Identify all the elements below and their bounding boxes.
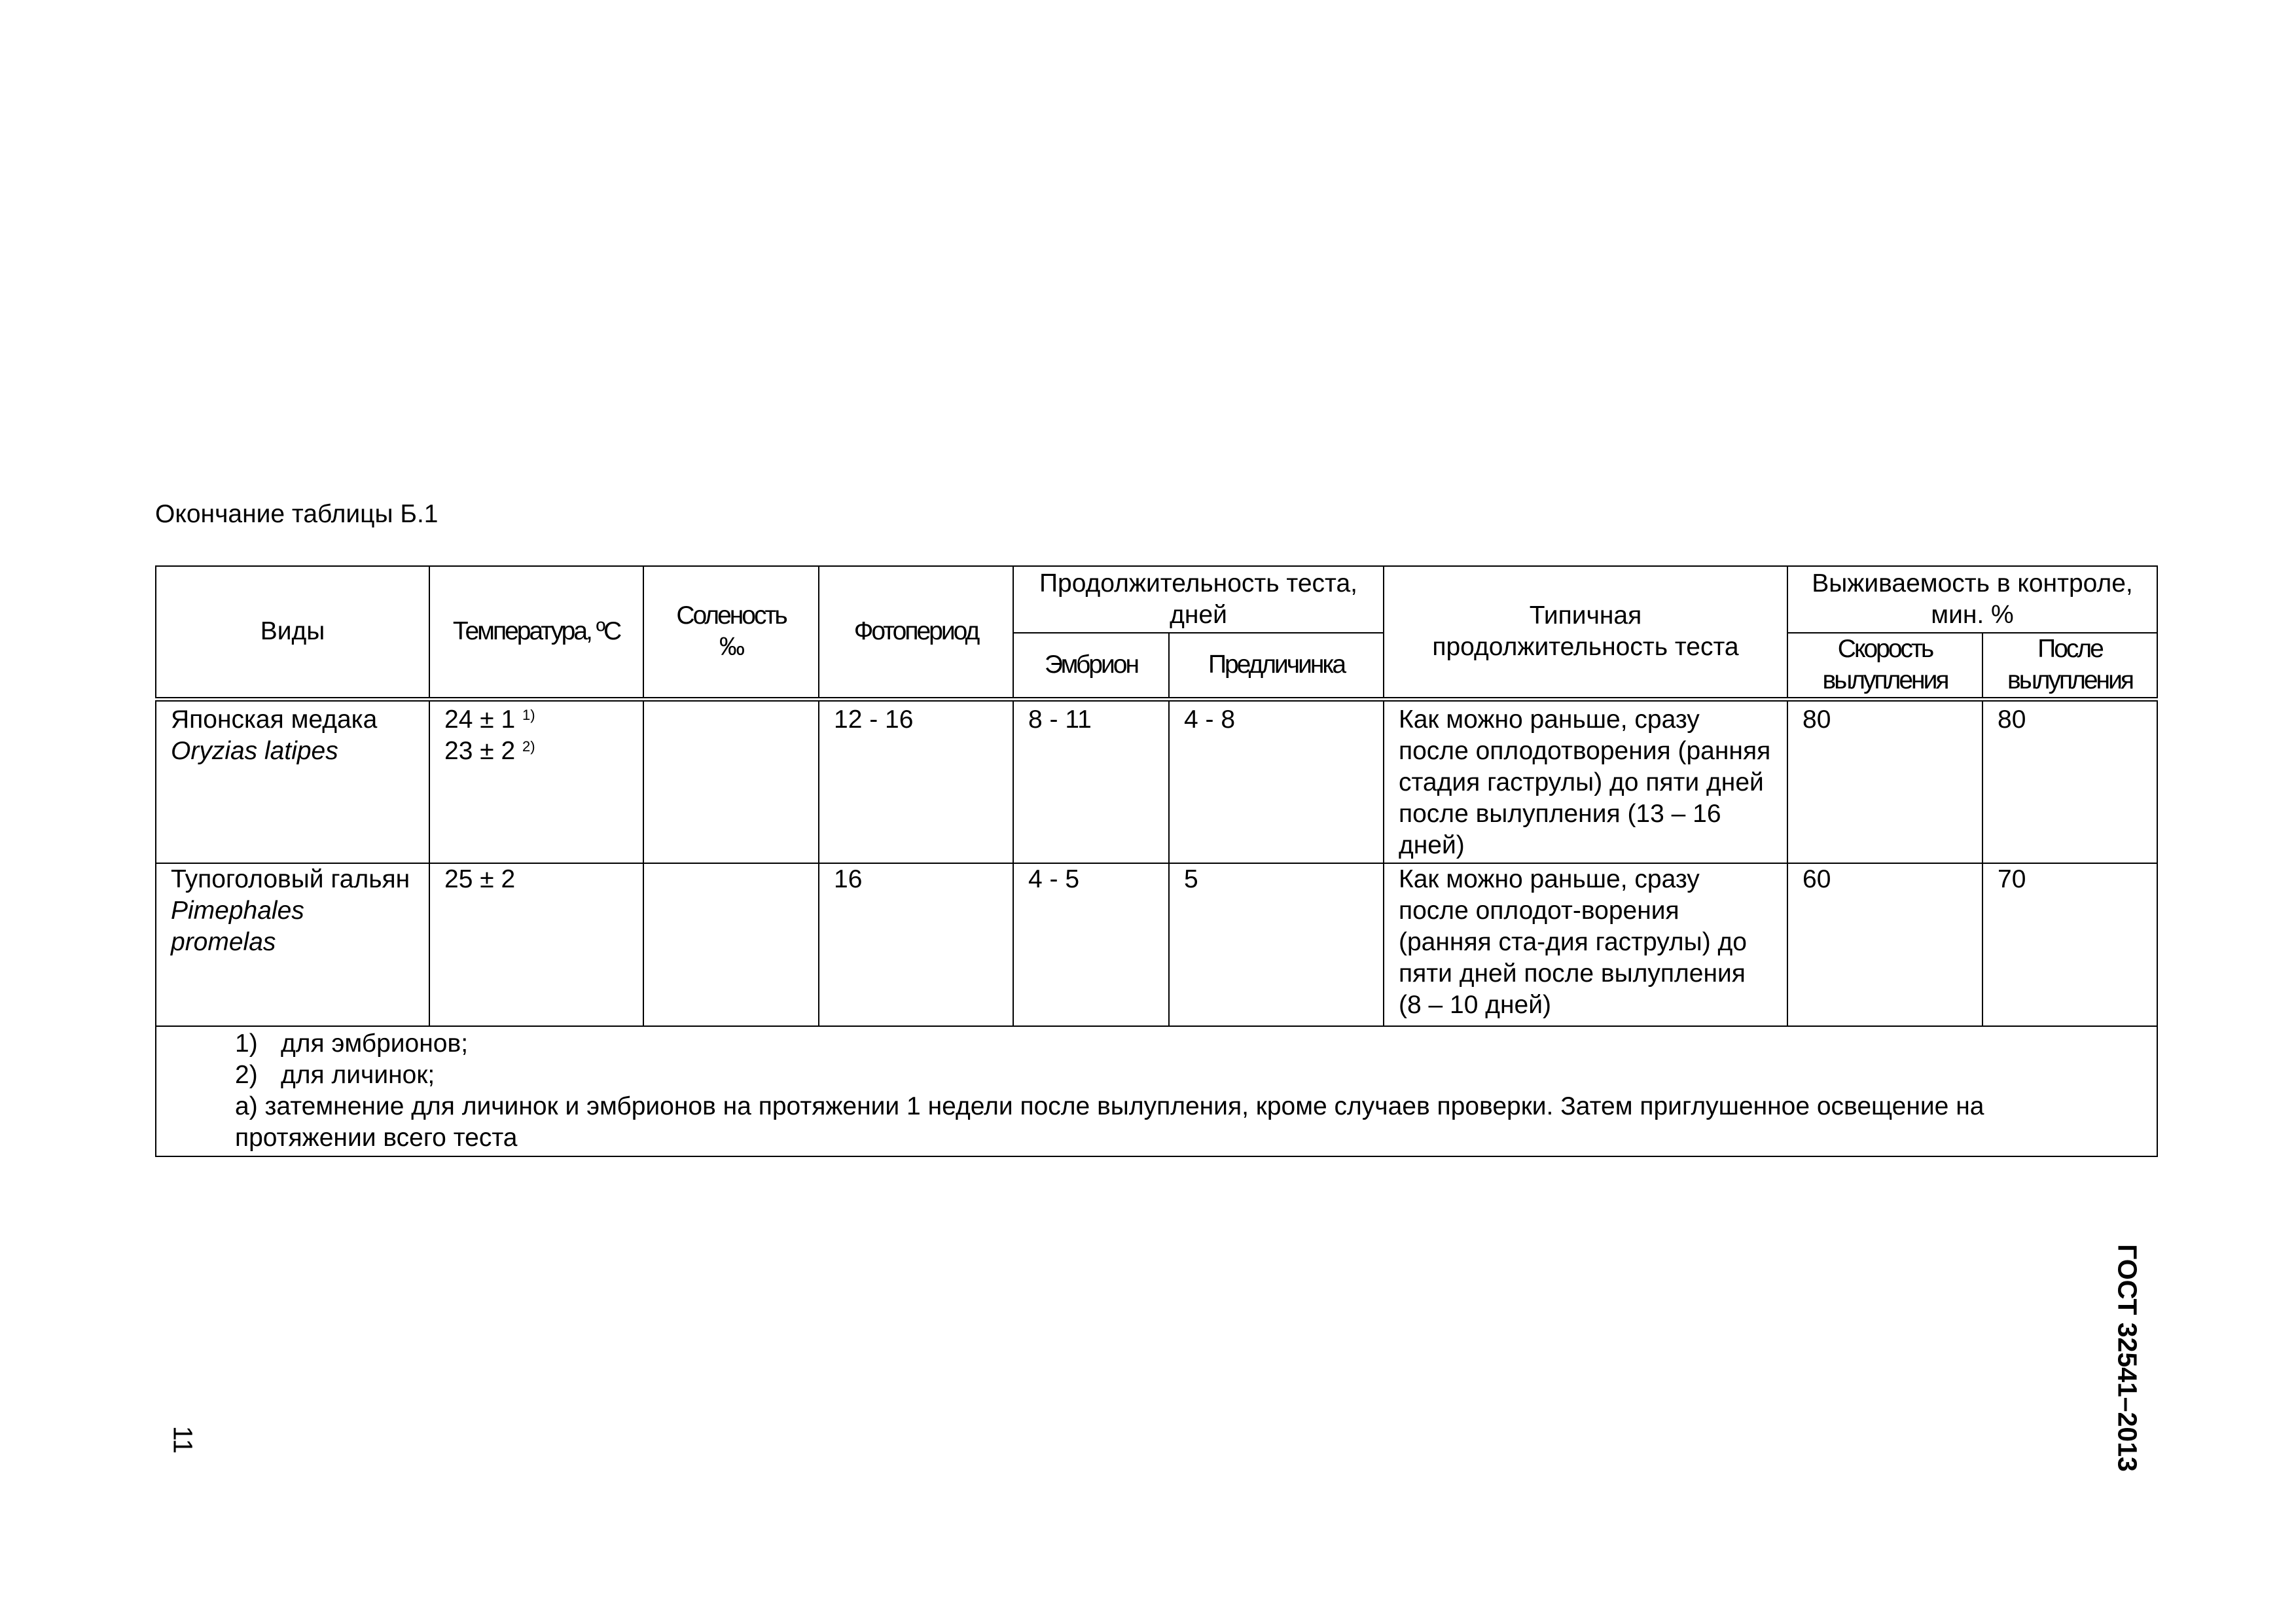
cell-embryo: 8 - 11: [1013, 699, 1169, 863]
standard-number: ГОСТ 32541–2013: [2112, 1244, 2143, 1472]
standard-label: [2108, 1221, 2147, 1495]
footnote-number: 2): [235, 1060, 258, 1089]
species-latin-name: Pimephales promelas: [171, 896, 304, 956]
footnote-number: 1): [235, 1029, 258, 1058]
cell-prelarva: 5: [1169, 863, 1384, 1026]
cell-typical-duration: Как можно раньше, сразу после оплодот-ворения (ранняя ста-дия гаструлы) до пяти дней после вылупления (8 – 10 дней): [1384, 863, 1787, 1026]
footnotes-row: [156, 1026, 2157, 1156]
header-typical-duration: Типичная продолжительность теста: [1384, 566, 1787, 699]
cell-photoperiod: 12 - 16: [819, 699, 1013, 863]
temperature-value: 24 ± 1: [444, 705, 516, 734]
footnote-a: а) затемнение для личинок и эмбрионов на протяжении 1 недели после вылупления, кроме случаев проверки. Затем приглушенное освещение на протяжении всего теста: [235, 1092, 1984, 1152]
footnote-ref: 1): [522, 706, 535, 723]
species-latin-name: Oryzias latipes: [171, 736, 338, 765]
header-salinity-label: Соленость: [676, 601, 786, 630]
cell-salinity: [643, 699, 819, 863]
footnote-1: [235, 1028, 2130, 1060]
header-salinity: [643, 566, 819, 699]
footnote-ref: 2): [522, 738, 535, 755]
cell-photoperiod: 16: [819, 863, 1013, 1026]
header-species: Виды: [156, 566, 429, 699]
header-hatching-rate: Скорость вылупления: [1787, 633, 1982, 700]
footnote-text: для личинок;: [281, 1060, 435, 1089]
cell-prelarva: 4 - 8: [1169, 699, 1384, 863]
species-table: [155, 565, 2158, 1157]
cell-after-hatching: 70: [1982, 863, 2157, 1026]
page-number-text: 11: [168, 1425, 198, 1454]
footnote-text: для эмбрионов;: [281, 1029, 469, 1058]
cell-after-hatching: 80: [1982, 699, 2157, 863]
species-common-name: Японская медака: [171, 705, 378, 734]
header-after-hatching: После вылупления: [1982, 633, 2157, 700]
header-prelarva: Предличинка: [1169, 633, 1384, 700]
cell-species: [156, 699, 429, 863]
cell-hatching-rate: 60: [1787, 863, 1982, 1026]
footnotes-cell: [156, 1026, 2157, 1156]
header-temperature: Температура, ºС: [429, 566, 643, 699]
cell-temperature: [429, 699, 643, 863]
page-number: [166, 1420, 199, 1459]
header-duration-group: Продолжительность теста, дней: [1013, 566, 1384, 633]
cell-temperature: 25 ± 2: [429, 863, 643, 1026]
cell-typical-duration: Как можно раньше, сразу после оплодотворения (ранняя стадия гаструлы) до пяти дней после вылупления (13 – 16 дней): [1384, 699, 1787, 863]
table-row: [156, 699, 2157, 863]
cell-embryo: 4 - 5: [1013, 863, 1169, 1026]
table-row: [156, 863, 2157, 1026]
cell-hatching-rate: 80: [1787, 699, 1982, 863]
table-caption: Окончание таблицы Б.1: [155, 500, 439, 528]
species-common-name: Тупоголовый гальян: [171, 865, 410, 893]
header-salinity-unit: ‰: [719, 633, 743, 662]
cell-species: [156, 863, 429, 1026]
header-row-1: [156, 566, 2157, 633]
footnote-2: [235, 1060, 2130, 1091]
temperature-value: 23 ± 2: [444, 736, 516, 765]
header-photoperiod: Фотопериод: [819, 566, 1013, 699]
header-survival-group: Выживаемость в контроле, мин. %: [1787, 566, 2157, 633]
cell-salinity: [643, 863, 819, 1026]
header-embryo: Эмбрион: [1013, 633, 1169, 700]
